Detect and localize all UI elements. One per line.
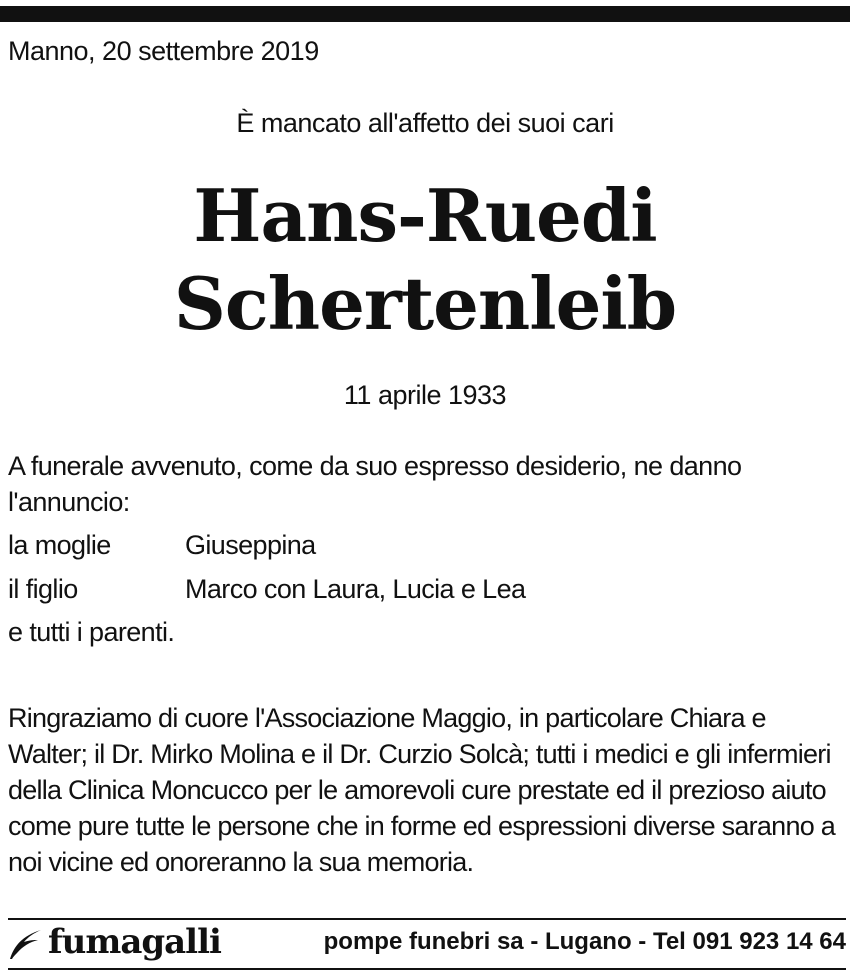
- intro-text: È mancato all'affetto dei suoi cari: [236, 108, 614, 138]
- thanks-paragraph: Ringraziamo di cuore l'Associazione Maggio, in particolare Chiara e Walter; il Dr. Mirko Molina e il Dr. Curzio Solcà; tutti i medici e gli infermieri della Clinica Moncucco per le amorevoli cure prestate ed il prezioso aiuto come pure tutte le persone che in forme ed espressioni diverse saranno a noi vicine ed onoreranno la sua memoria.: [8, 703, 835, 877]
- birth-date: 11 aprile 1933: [343, 380, 507, 410]
- brand-name: fumagalli: [48, 922, 221, 962]
- top-rule: [0, 6, 850, 22]
- footer-bottom-rule: [8, 968, 846, 970]
- place-date: Manno, 20 settembre 2019: [8, 36, 319, 66]
- relative-role: la moglie: [8, 530, 111, 560]
- relative-names: Giuseppina: [185, 530, 316, 560]
- deceased-last-name: Schertenleib: [173, 261, 677, 346]
- all-relatives: e tutti i parenti.: [8, 617, 175, 647]
- relative-names: Marco con Laura, Lucia e Lea: [185, 574, 526, 604]
- footer: [8, 920, 846, 968]
- feather-icon: [8, 928, 42, 960]
- announcement-text: A funerale avvenuto, come da suo espresso desiderio, ne danno l'annuncio:: [8, 451, 742, 517]
- deceased-first-name: Hans-Ruedi: [193, 173, 657, 258]
- company-contact: pompe funebri sa - Lugano - Tel 091 923 14 64: [323, 928, 846, 955]
- relative-role: il figlio: [8, 574, 78, 604]
